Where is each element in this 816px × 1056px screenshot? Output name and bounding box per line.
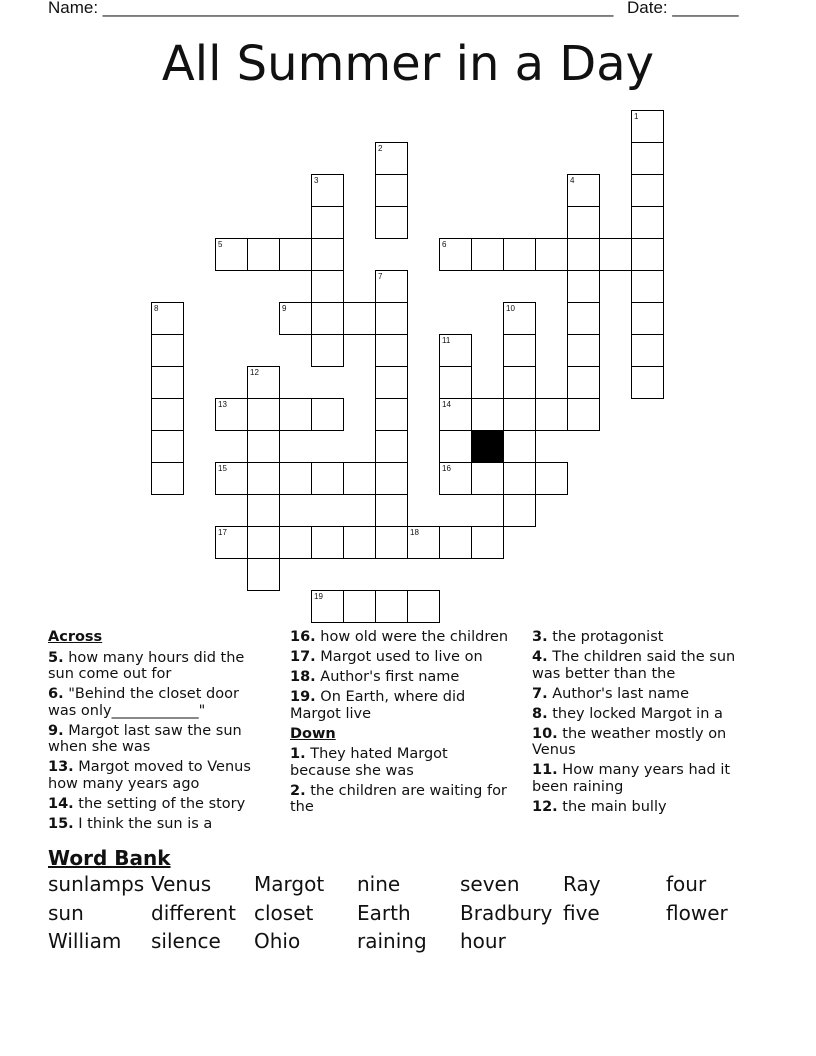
clue-across-5	[48, 650, 270, 683]
grid-cell[interactable]	[279, 462, 312, 495]
grid-cell[interactable]	[375, 174, 408, 207]
grid-cell[interactable]	[599, 238, 632, 271]
clue-text: Margot last saw the sun when she was	[48, 722, 242, 755]
word-bank-item: flower	[666, 900, 728, 925]
grid-cell[interactable]	[375, 206, 408, 239]
grid-cell[interactable]	[439, 398, 472, 431]
grid-cell[interactable]	[311, 462, 344, 495]
page-title: All Summer in a Day	[161, 36, 655, 92]
grid-cell[interactable]	[471, 462, 504, 495]
grid-cell[interactable]	[375, 462, 408, 495]
clue-number-label: 12	[250, 368, 259, 377]
name-field[interactable]: Name: ______________________________________________________	[48, 0, 614, 17]
clue-across-9	[48, 723, 270, 756]
clue-text: I think the sun is a	[78, 815, 213, 832]
grid-cell[interactable]	[247, 494, 280, 527]
grid-cell[interactable]	[631, 142, 664, 175]
clue-number-label: 13	[218, 400, 227, 409]
grid-cell[interactable]	[375, 430, 408, 463]
clue-number-label: 6	[442, 240, 447, 249]
clue-down-1	[290, 746, 512, 779]
grid-cell[interactable]	[375, 398, 408, 431]
clue-across-15	[48, 816, 270, 833]
clue-text: Author's first name	[320, 669, 460, 685]
clues-column-3	[532, 629, 754, 819]
grid-cell[interactable]	[535, 462, 568, 495]
clue-number: 13.	[48, 759, 74, 775]
clue-text: they locked Margot in a	[552, 705, 723, 722]
clue-number-label: 3	[314, 176, 319, 185]
word-bank-item: Ray	[563, 872, 601, 896]
grid-cell[interactable]	[631, 206, 664, 239]
clue-number-label: 8	[154, 304, 159, 313]
grid-cell[interactable]	[151, 430, 184, 463]
clue-text: the protagonist	[552, 629, 664, 645]
grid-cell[interactable]	[535, 398, 568, 431]
grid-cell[interactable]	[471, 398, 504, 431]
clue-number-label: 2	[378, 144, 383, 153]
clue-number-label: 11	[442, 336, 451, 345]
grid-cell[interactable]	[279, 526, 312, 559]
grid-cell[interactable]	[343, 302, 376, 335]
grid-cell[interactable]	[247, 558, 280, 591]
grid-cell[interactable]	[311, 270, 344, 303]
clue-number-label: 18	[410, 528, 419, 537]
clue-down-3	[532, 629, 754, 646]
clue-number: 19.	[290, 689, 316, 705]
grid-cell[interactable]	[407, 526, 440, 559]
clue-text: "Behind the closet door was only____________"	[48, 686, 239, 719]
grid-cell[interactable]	[247, 462, 280, 495]
clue-down-10	[532, 726, 754, 759]
clue-text: They hated Margot because she was	[290, 746, 448, 779]
grid-cell[interactable]	[311, 526, 344, 559]
grid-cell[interactable]	[503, 430, 536, 463]
grid-cell[interactable]	[439, 334, 472, 367]
word-bank-item: Margot	[254, 872, 325, 896]
grid-cell[interactable]	[631, 334, 664, 367]
clue-down-4	[532, 649, 754, 682]
clue-number-label: 15	[218, 464, 227, 473]
grid-cell[interactable]	[439, 430, 472, 463]
grid-cell[interactable]	[503, 366, 536, 399]
clue-number: 16.	[290, 629, 316, 645]
grid-cell[interactable]	[439, 366, 472, 399]
grid-cell[interactable]	[215, 238, 248, 271]
grid-cell[interactable]	[215, 526, 248, 559]
grid-cell[interactable]	[151, 334, 184, 367]
clue-number-label: 19	[314, 592, 323, 601]
clue-number-label: 5	[218, 240, 223, 249]
grid-cell[interactable]	[631, 110, 664, 143]
clue-down-12	[532, 799, 754, 816]
grid-cell[interactable]	[375, 334, 408, 367]
grid-cell[interactable]	[471, 238, 504, 271]
clue-across-14	[48, 796, 270, 813]
grid-cell[interactable]	[503, 238, 536, 271]
clue-number-label: 10	[506, 304, 515, 313]
grid-cell[interactable]	[375, 270, 408, 303]
clue-number-label: 7	[378, 272, 383, 281]
grid-cell[interactable]	[311, 238, 344, 271]
grid-cell[interactable]	[247, 430, 280, 463]
clue-number: 1.	[290, 746, 306, 762]
clue-down-2	[290, 783, 512, 816]
grid-cell[interactable]	[567, 238, 600, 271]
word-bank-item: Earth	[357, 900, 411, 925]
grid-cell[interactable]	[439, 526, 472, 559]
clue-number: 18.	[290, 669, 316, 685]
grid-cell[interactable]	[311, 174, 344, 207]
grid-cell[interactable]	[375, 142, 408, 175]
grid-cell[interactable]	[375, 302, 408, 335]
grid-cell[interactable]	[567, 302, 600, 335]
clue-number: 12.	[532, 798, 558, 815]
grid-cell[interactable]	[279, 302, 312, 335]
clue-number-label: 9	[282, 304, 287, 313]
grid-cell[interactable]	[631, 302, 664, 335]
grid-cell[interactable]	[631, 238, 664, 271]
clue-number: 11.	[532, 762, 558, 778]
word-bank-item: William	[48, 929, 122, 953]
grid-cell[interactable]	[375, 590, 408, 623]
grid-cell[interactable]	[311, 590, 344, 623]
clue-text: the children are waiting for the	[290, 782, 507, 815]
grid-cell[interactable]	[567, 366, 600, 399]
clue-number-label: 1	[634, 112, 639, 121]
clue-text: how old were the children	[320, 629, 509, 645]
word-bank-item: five	[563, 900, 600, 925]
word-bank-item: silence	[151, 929, 221, 953]
clue-number: 8.	[532, 705, 548, 722]
word-bank-item: nine	[357, 872, 401, 896]
grid-cell[interactable]	[631, 270, 664, 303]
grid-cell[interactable]	[503, 398, 536, 431]
clue-text: how many hours did the sun come out for	[48, 649, 245, 682]
word-bank-item: hour	[460, 929, 506, 953]
clue-across-19	[290, 689, 512, 722]
grid-cell[interactable]	[151, 366, 184, 399]
across-heading: Across	[48, 629, 103, 645]
grid-cell[interactable]	[375, 526, 408, 559]
grid-cell[interactable]	[567, 334, 600, 367]
clue-number: 4.	[532, 649, 548, 665]
grid-cell[interactable]	[631, 174, 664, 207]
clue-number: 10.	[532, 725, 558, 742]
grid-cell[interactable]	[215, 398, 248, 431]
grid-cell[interactable]	[375, 366, 408, 399]
grid-cell[interactable]	[311, 398, 344, 431]
word-bank-item: seven	[460, 872, 520, 896]
word-bank-item: four	[666, 872, 707, 896]
clue-text: Margot used to live on	[320, 649, 483, 665]
clue-number: 6.	[48, 686, 64, 702]
grid-cell[interactable]	[247, 526, 280, 559]
clue-across-18	[290, 669, 512, 686]
grid-cell[interactable]	[247, 366, 280, 399]
grid-cell[interactable]	[151, 462, 184, 495]
grid-cell[interactable]	[311, 206, 344, 239]
word-bank-title: Word Bank	[48, 846, 171, 870]
grid-cell[interactable]	[567, 174, 600, 207]
word-bank-item: Bradbury	[460, 900, 553, 925]
grid-cell[interactable]	[567, 206, 600, 239]
word-bank-item: raining	[357, 929, 427, 953]
clue-number: 5.	[48, 649, 64, 666]
clue-down-8	[532, 706, 754, 723]
grid-cell[interactable]	[279, 238, 312, 271]
clue-text: How many years had it been raining	[532, 762, 731, 795]
word-bank-item: Ohio	[254, 929, 301, 953]
clue-number: 15.	[48, 815, 74, 832]
grid-cell[interactable]	[343, 590, 376, 623]
grid-cell[interactable]	[503, 302, 536, 335]
grid-cell[interactable]	[375, 494, 408, 527]
grid-cell[interactable]	[311, 302, 344, 335]
clue-down-7	[532, 686, 754, 703]
grid-cell[interactable]	[503, 334, 536, 367]
clue-across-6	[48, 686, 270, 719]
clue-text: the setting of the story	[78, 795, 246, 812]
clues-column-1	[48, 629, 270, 836]
clue-number-label: 16	[442, 464, 451, 473]
down-heading: Down	[290, 725, 336, 742]
word-bank	[48, 872, 769, 958]
grid-cell[interactable]	[631, 366, 664, 399]
clue-across-13	[48, 759, 270, 792]
clue-across-16	[290, 629, 512, 646]
clue-number: 7.	[532, 685, 548, 702]
clue-text: Margot moved to Venus how many years ago	[48, 759, 251, 792]
word-bank-item: Venus	[151, 872, 212, 896]
clue-number: 14.	[48, 795, 74, 812]
clue-number: 17.	[290, 649, 316, 665]
clue-number: 3.	[532, 629, 548, 645]
grid-cell[interactable]	[567, 270, 600, 303]
clue-number-label: 14	[442, 400, 451, 409]
word-bank-item: sun	[48, 900, 84, 925]
grid-cell[interactable]	[471, 526, 504, 559]
clue-down-11	[532, 762, 754, 795]
grid-cell[interactable]	[407, 590, 440, 623]
clue-number: 2.	[290, 782, 306, 799]
clue-number-label: 4	[570, 176, 575, 185]
clue-text: Author's last name	[552, 685, 690, 702]
grid-cell[interactable]	[503, 462, 536, 495]
grid-cell[interactable]	[343, 462, 376, 495]
grid-cell[interactable]	[439, 462, 472, 495]
grid-cell[interactable]	[215, 462, 248, 495]
grid-cell[interactable]	[279, 398, 312, 431]
clues-column-2	[290, 629, 512, 819]
word-bank-item: different	[151, 900, 236, 925]
grid-cell[interactable]	[311, 334, 344, 367]
word-bank-item: sunlamps	[48, 872, 145, 896]
clue-across-17	[290, 649, 512, 666]
clue-text: the main bully	[562, 798, 667, 815]
word-bank-item: closet	[254, 900, 314, 925]
shaded-cell	[471, 430, 504, 463]
clue-number: 9.	[48, 722, 64, 739]
grid-cell[interactable]	[567, 398, 600, 431]
clue-number-label: 17	[218, 528, 227, 537]
grid-cell[interactable]	[247, 398, 280, 431]
grid-cell[interactable]	[151, 398, 184, 431]
grid-cell[interactable]	[247, 238, 280, 271]
grid-cell[interactable]	[503, 494, 536, 527]
grid-cell[interactable]	[343, 526, 376, 559]
date-field[interactable]: Date: _______	[627, 0, 739, 17]
grid-cell[interactable]	[151, 302, 184, 335]
clue-text: The children said the sun was better than the	[532, 649, 736, 682]
grid-cell[interactable]	[439, 238, 472, 271]
grid-cell[interactable]	[535, 238, 568, 271]
clue-text: On Earth, where did Margot live	[290, 689, 466, 722]
clue-text: the weather mostly on Venus	[532, 725, 727, 758]
